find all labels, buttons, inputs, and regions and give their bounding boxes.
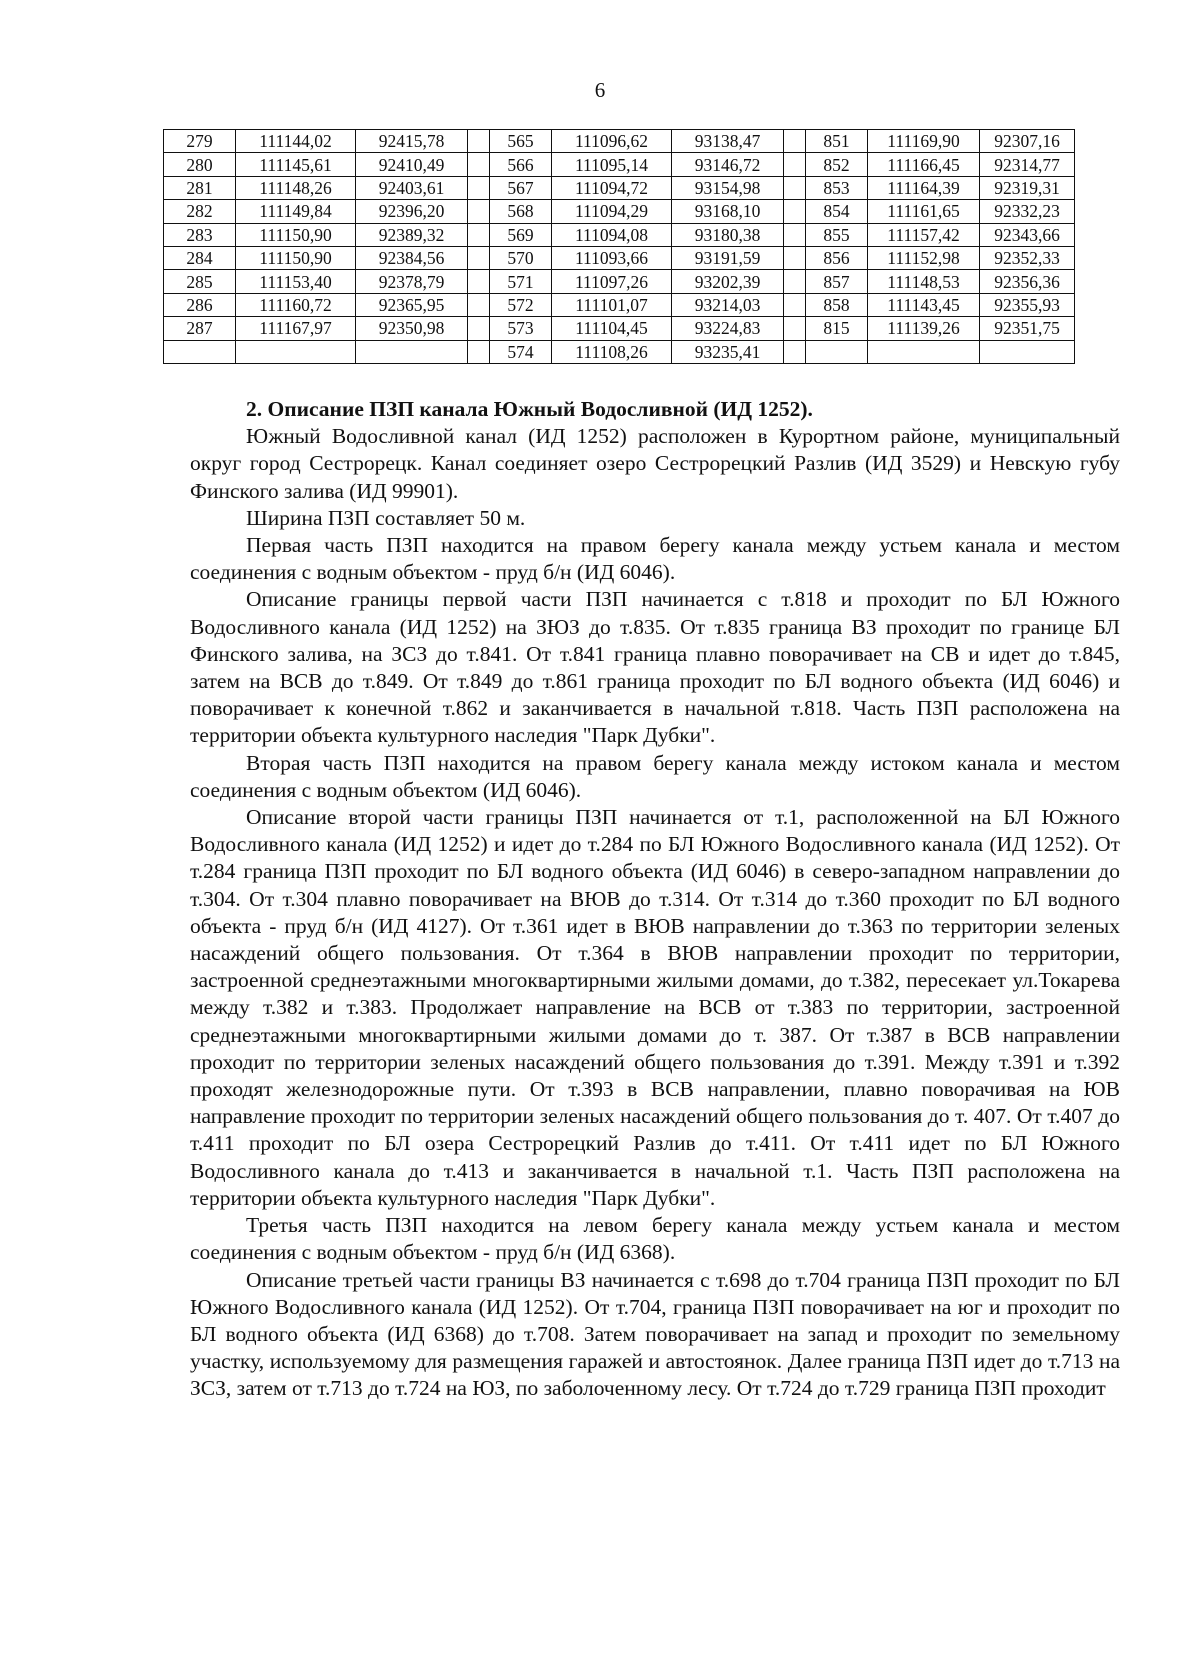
table-cell: 111169,90 xyxy=(868,130,980,153)
table-cell xyxy=(468,317,490,340)
table-cell: 111150,90 xyxy=(236,246,356,269)
table-cell xyxy=(784,317,806,340)
table-cell: 111097,26 xyxy=(552,270,672,293)
table-cell: 573 xyxy=(490,317,552,340)
table-cell: 111094,72 xyxy=(552,176,672,199)
table-cell: 93146,72 xyxy=(672,153,784,176)
table-cell: 111161,65 xyxy=(868,200,980,223)
paragraph: Южный Водосливной канал (ИД 1252) расположен в Курортном районе, муниципальный округ город Сестрорецк. Канал соединяет озеро Сестрорецкий Разлив (ИД 3529) и Невскую губу Финского залива (ИД 99901). xyxy=(190,424,1120,503)
table-cell: 111166,45 xyxy=(868,153,980,176)
table-cell: 93224,83 xyxy=(672,317,784,340)
table-cell: 857 xyxy=(806,270,868,293)
table-cell: 93138,47 xyxy=(672,130,784,153)
table-cell: 111093,66 xyxy=(552,246,672,269)
table-cell: 286 xyxy=(164,293,236,316)
table-cell: 92410,49 xyxy=(356,153,468,176)
table-cell: 852 xyxy=(806,153,868,176)
paragraph: Описание третьей части границы ВЗ начинается с т.698 до т.704 граница ПЗП проходит по БЛ Южного Водосливного канала (ИД 1252). От т.704, граница ПЗП поворачивает на юг и проходит по БЛ водного объекта (ИД 6368) до т.708. Затем поворачивает на запад и проходит по земельному участку, используемому для размещения гаражей и автостоянок. Далее граница ПЗП идет до т.713 на ЗСЗ, затем от т.713 до т.724 на ЮЗ, по заболоченному лесу. От т.724 до т.729 граница ПЗП проходит xyxy=(190,1267,1120,1401)
table-cell: 856 xyxy=(806,246,868,269)
table-row xyxy=(164,200,1075,223)
table-cell xyxy=(468,340,490,363)
coordinates-table xyxy=(163,129,1075,364)
table-cell xyxy=(468,293,490,316)
table-cell: 92332,23 xyxy=(980,200,1075,223)
table-cell xyxy=(784,270,806,293)
table-cell: 574 xyxy=(490,340,552,363)
table-cell xyxy=(784,153,806,176)
table-cell: 93168,10 xyxy=(672,200,784,223)
table-row xyxy=(164,270,1075,293)
table-cell: 111153,40 xyxy=(236,270,356,293)
table-cell: 858 xyxy=(806,293,868,316)
table-cell: 92352,33 xyxy=(980,246,1075,269)
table-cell: 280 xyxy=(164,153,236,176)
table-cell: 111094,29 xyxy=(552,200,672,223)
table-cell: 92356,36 xyxy=(980,270,1075,293)
table-cell: 565 xyxy=(490,130,552,153)
table-cell: 567 xyxy=(490,176,552,199)
table-cell: 92384,56 xyxy=(356,246,468,269)
table-cell xyxy=(468,176,490,199)
table-cell: 281 xyxy=(164,176,236,199)
table-cell xyxy=(468,153,490,176)
table-cell: 93202,39 xyxy=(672,270,784,293)
table-cell: 287 xyxy=(164,317,236,340)
table-cell: 92415,78 xyxy=(356,130,468,153)
table-cell xyxy=(784,293,806,316)
table-cell: 570 xyxy=(490,246,552,269)
table-cell: 111144,02 xyxy=(236,130,356,153)
table-cell xyxy=(468,223,490,246)
table-cell: 566 xyxy=(490,153,552,176)
table-cell: 92319,31 xyxy=(980,176,1075,199)
table-cell: 111108,26 xyxy=(552,340,672,363)
table-cell: 92355,93 xyxy=(980,293,1075,316)
table-cell xyxy=(164,340,236,363)
table-cell: 111139,26 xyxy=(868,317,980,340)
table-row xyxy=(164,317,1075,340)
table-cell xyxy=(784,200,806,223)
page-number: 6 xyxy=(594,78,606,102)
paragraph: Вторая часть ПЗП находится на правом берегу канала между истоком канала и местом соединения с водным объектом (ИД 6046). xyxy=(190,750,1120,802)
table-cell: 111148,26 xyxy=(236,176,356,199)
table-row xyxy=(164,340,1075,363)
paragraph: Описание второй части границы ПЗП начинается от т.1, расположенной на БЛ Южного Водосливного канала (ИД 1252) и идет до т.284 по БЛ Южного Водосливного канала (ИД 1252). От т.284 граница ПЗП проходит по БЛ водного объекта (ИД 6046) в северо-западном направлении до т.304. От т.304 плавно поворачивает на ВЮВ до т.314. От т.314 до т.360 проходит по БЛ водного объекта - пруд б/н (ИД 4127). От т.361 идет в ВЮВ направлении до т.363 по территории зеленых насаждений общего пользования. От т.364 в ВЮВ направлении проходит по территории, застроенной среднеэтажными многоквартирными жилыми домами, до т.382, пересекает ул.Токарева между т.382 и т.383. Продолжает направление на ВСВ от т.383 по территории, застроенной среднеэтажными многоквартирными жилыми домами до т. 387. От т.387 в ВСВ направлении проходит по территории зеленых насаждений общего пользования до т.391. Между т.391 и т.392 проходят железнодорожные пути. От т.393 в ВСВ направлении, плавно поворачивая на ЮВ направление проходит по территории зеленых насаждений общего пользования до т. 407. От т.407 до т.411 проходит по БЛ озера Сестрорецкий Разлив до т.411. От т.411 идет по БЛ Южного Водосливного канала до т.413 и заканчивается в начальной т.1. Часть ПЗП расположена на территории объекта культурного наследия "Парк Дубки". xyxy=(190,805,1120,1210)
table-cell: 111094,08 xyxy=(552,223,672,246)
table-cell: 92365,95 xyxy=(356,293,468,316)
table-cell: 111160,72 xyxy=(236,293,356,316)
table-cell: 93235,41 xyxy=(672,340,784,363)
table-cell: 93154,98 xyxy=(672,176,784,199)
table-cell: 93214,03 xyxy=(672,293,784,316)
table-cell: 111145,61 xyxy=(236,153,356,176)
table-cell: 855 xyxy=(806,223,868,246)
table-cell: 111149,84 xyxy=(236,200,356,223)
table-cell xyxy=(784,246,806,269)
table-cell: 92389,32 xyxy=(356,223,468,246)
table-cell: 93191,59 xyxy=(672,246,784,269)
table-cell: 111143,45 xyxy=(868,293,980,316)
section-text xyxy=(190,396,1120,1403)
table-row xyxy=(164,176,1075,199)
table-cell: 279 xyxy=(164,130,236,153)
section-heading: 2. Описание ПЗП канала Южный Водосливной (ИД 1252). xyxy=(246,397,813,421)
table-row xyxy=(164,153,1075,176)
table-cell: 815 xyxy=(806,317,868,340)
table-row xyxy=(164,130,1075,153)
table-cell: 111167,97 xyxy=(236,317,356,340)
table-cell: 572 xyxy=(490,293,552,316)
table-cell xyxy=(236,340,356,363)
table-cell: 92403,61 xyxy=(356,176,468,199)
paragraph: Ширина ПЗП составляет 50 м. xyxy=(246,505,526,530)
table-cell: 569 xyxy=(490,223,552,246)
table-cell: 111152,98 xyxy=(868,246,980,269)
table-cell: 282 xyxy=(164,200,236,223)
table-cell: 111150,90 xyxy=(236,223,356,246)
table-cell: 283 xyxy=(164,223,236,246)
table-row xyxy=(164,223,1075,246)
table-cell: 284 xyxy=(164,246,236,269)
table-cell: 285 xyxy=(164,270,236,293)
table-cell: 111101,07 xyxy=(552,293,672,316)
table-cell xyxy=(468,270,490,293)
table-cell xyxy=(784,130,806,153)
table-cell: 571 xyxy=(490,270,552,293)
table-cell: 92378,79 xyxy=(356,270,468,293)
table-cell: 111095,14 xyxy=(552,153,672,176)
table-cell: 111104,45 xyxy=(552,317,672,340)
table-cell: 111157,42 xyxy=(868,223,980,246)
table-cell xyxy=(468,200,490,223)
table-cell: 568 xyxy=(490,200,552,223)
table-cell xyxy=(468,246,490,269)
paragraph: Третья часть ПЗП находится на левом берегу канала между устьем канала и местом соединения с водным объектом - пруд б/н (ИД 6368). xyxy=(190,1213,1120,1265)
table-cell: 111096,62 xyxy=(552,130,672,153)
table-cell: 92351,75 xyxy=(980,317,1075,340)
table-cell xyxy=(468,130,490,153)
table-cell xyxy=(980,340,1075,363)
table-cell xyxy=(806,340,868,363)
table-cell: 92343,66 xyxy=(980,223,1075,246)
table-cell: 92350,98 xyxy=(356,317,468,340)
table-cell: 92314,77 xyxy=(980,153,1075,176)
table-cell: 853 xyxy=(806,176,868,199)
table-cell: 111148,53 xyxy=(868,270,980,293)
table-cell: 854 xyxy=(806,200,868,223)
table-row xyxy=(164,293,1075,316)
table-row xyxy=(164,246,1075,269)
table-cell: 93180,38 xyxy=(672,223,784,246)
table-cell xyxy=(356,340,468,363)
table-cell xyxy=(784,223,806,246)
table-cell: 851 xyxy=(806,130,868,153)
table-cell xyxy=(784,176,806,199)
paragraph: Описание границы первой части ПЗП начинается с т.818 и проходит по БЛ Южного Водосливного канала (ИД 1252) на ЗЮЗ до т.835. От т.835 граница ВЗ проходит по границе БЛ Финского залива, на ЗСЗ до т.841. От т.841 граница плавно поворачивает на СВ и идет до т.845, затем на ВСВ до т.849. От т.849 до т.861 граница проходит по БЛ водного объекта (ИД 6046) и поворачивает к конечной т.862 и заканчивается в начальной т.818. Часть ПЗП расположена на территории объекта культурного наследия "Парк Дубки". xyxy=(190,587,1120,748)
table-cell xyxy=(868,340,980,363)
table-cell: 111164,39 xyxy=(868,176,980,199)
table-cell: 92396,20 xyxy=(356,200,468,223)
table-cell xyxy=(784,340,806,363)
paragraph: Первая часть ПЗП находится на правом берегу канала между устьем канала и местом соединения с водным объектом - пруд б/н (ИД 6046). xyxy=(190,533,1120,585)
table-cell: 92307,16 xyxy=(980,130,1075,153)
